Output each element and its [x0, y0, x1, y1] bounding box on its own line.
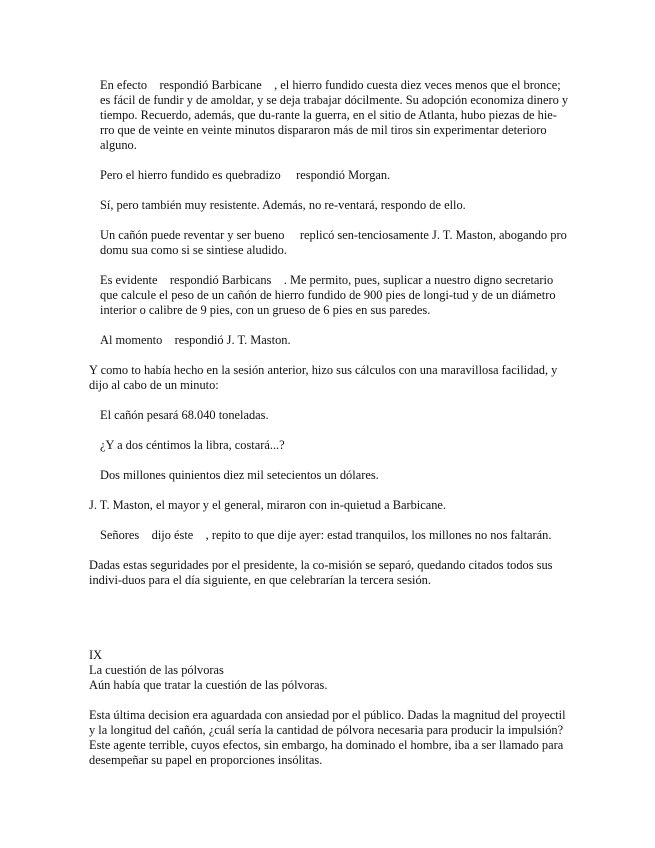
paragraph-calculation: Y como to había hecho en la sesión anterior, hizo sus cálculos con una maravillosa facilidad, y dijo al cabo de un minuto: [89, 363, 561, 392]
chapter-heading [89, 648, 569, 693]
paragraph-resistant: Sí, pero también muy resistente. Además, no re-ventará, respondo de ello. [100, 198, 466, 212]
paragraph-cost-answer: Dos millones quinientos diez mil setecientos un dólares. [100, 468, 379, 482]
paragraph-gunpowder: Esta última decision era aguardada con ansiedad por el público. Dadas la magnitud del proyectil y la longitud del cañón, ¿cuál sería la cantidad de pólvora necesaria para producir la impulsión? Este agente terrible, cuyos efectos, sin embargo, ha dominado el hombre, iba a ser llamado para desempeñar su papel en proporciones insólitas. [89, 708, 569, 767]
chapter-subtitle: Aún había que tratar la cuestión de las pólvoras. [89, 678, 328, 692]
document-page [89, 78, 572, 783]
paragraph-al-momento: Al momento respondió J. T. Maston. [100, 333, 291, 347]
paragraph-commission: Dadas estas seguridades por el presidente, la co-misión se separó, quedando citados todos sus indivi-duos para el día siguiente, en que celebrarían la tercera sesión. [89, 558, 556, 587]
paragraph-maston-reply: Un cañón puede reventar y ser bueno replicó sen-tenciosamente J. T. Maston, abogando pro domu sua como si se sintiese aludido. [100, 228, 570, 257]
paragraph-weight: El cañón pesará 68.040 toneladas. [100, 408, 269, 422]
section-gap [89, 603, 569, 648]
paragraph-senores: Señores dijo éste , repito to que dije ayer: estad tranquilos, los millones no nos faltarán. [100, 528, 552, 542]
paragraph-disquiet: J. T. Maston, el mayor y el general, miraron con in-quietud a Barbicane. [89, 498, 447, 512]
paragraph-barbicane-iron: En efecto respondió Barbicane , el hierro fundido cuesta diez veces menos que el bronce; es fácil de fundir y de amoldar, y se deja trabajar dócilmente. Su adopción economiza dinero y tiempo. Recuerdo, además, que du-rante la guerra, en el sitio de Atlanta, hubo piezas de hie-rro que de veinte en veinte minutos dispararon más de mil tiros sin experimentar deterioro alguno. [100, 78, 572, 152]
paragraph-cost-question: ¿Y a dos céntimos la libra, costará...? [100, 438, 285, 452]
paragraph-morgan-reply: Pero el hierro fundido es quebradizo respondió Morgan. [100, 168, 391, 182]
chapter-title: La cuestión de las pólvoras [89, 663, 224, 677]
paragraph-evident: Es evidente respondió Barbicans . Me permito, pues, suplicar a nuestro digno secretario que calcule el peso de un cañón de hierro fundido de 900 pies de longi-tud y de un diámetro interior o calibre de 9 pies, con un grueso de 6 pies en sus paredes. [100, 273, 559, 317]
chapter-number: IX [89, 648, 103, 662]
